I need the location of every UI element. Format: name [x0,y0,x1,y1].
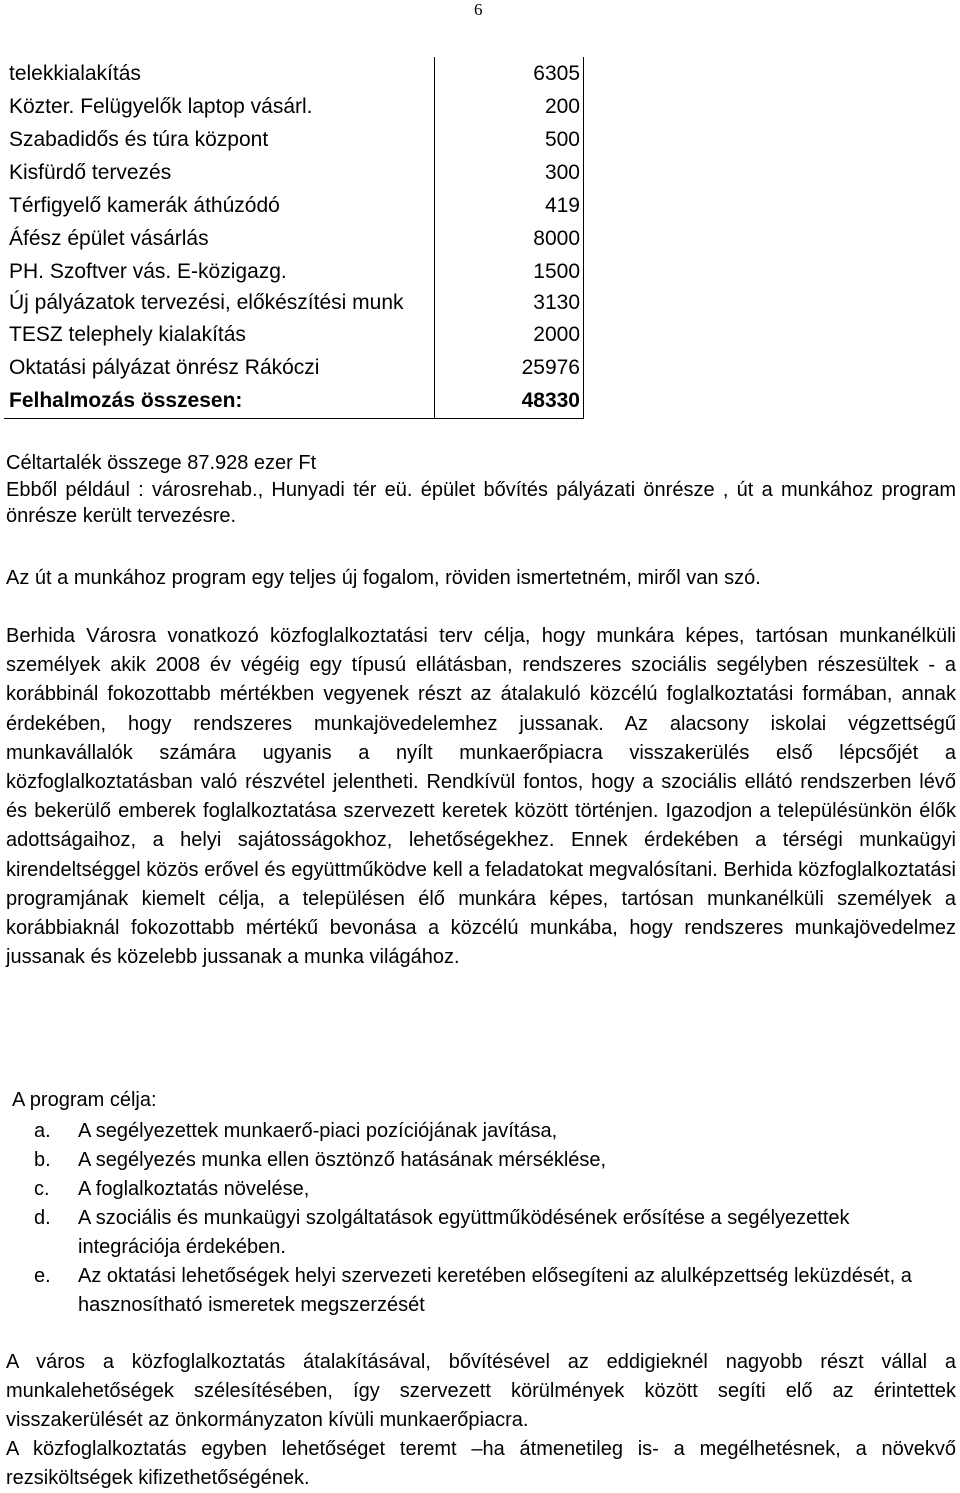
budget-item-amount: 25976 [435,351,584,384]
table-row [4,57,584,90]
budget-total-label: Felhalmozás összesen: [4,384,435,419]
table-row [4,156,584,189]
table-row [4,189,584,222]
budget-item-label: TESZ telephely kialakítás [4,318,435,351]
goal-item [34,1204,914,1262]
goal-marker: b. [34,1149,51,1171]
goal-marker: d. [34,1207,51,1229]
goals-heading: A program célja: [12,1089,157,1111]
budget-item-label: Áfész épület vásárlás [4,222,435,255]
budget-item-amount: 200 [435,90,584,123]
table-row [4,90,584,123]
goal-text: A segélyezés munka ellen ösztönző hatásának mérséklése, [78,1149,607,1171]
budget-total-amount: 48330 [435,384,584,419]
budget-item-amount: 6305 [435,57,584,90]
budget-item-label: Térfigyelő kamerák áthúzódó [4,189,435,222]
main-paragraph: Berhida Városra vonatkozó közfoglalkoztatási terv célja, hogy munkára képes, tartósan munkanélküli személyek akik 2008 év végéig egy típusú ellátásban, rendszeres szociális segélyben részesültek - a korábbinál fokozottabb mértékben vegyenek részt az átalakuló közcélú foglalkoztatási formában, annak érdekében, hogy rendszeres munkajövedelemhez jussanak. Az alacsony iskolai végzettségű munkavállalók számára ugyanis a nyílt munkaerőpiacra visszakerülés első lépcsőjét a közfoglalkoztatásban való részvétel jelentheti. Rendkívül fontos, hogy a szociális ellátó rendszerben lévő és bekerülő emberek foglalkoztatása szervezett keretek között történjen. Igazodjon a településünkön élők adottságaihoz, a helyi sajátosságokhoz, lehetőségekhez. Ennek érdekében a térségi munkaügyi kirendeltséggel közös erővel és együttműködve kell a feladatokat megvalósítani. Berhida közfoglalkoztatási programjának kiemelt célja, a településen élő munkára képes, tartósan munkanélküli személyek a korábbiaknál fokozottabb mértékű bevonása a közcélú munkába, hogy rendszeres munkajövedelmez jussanak és közelebb jussanak a munka világához. [6,625,956,969]
goal-text: Az oktatási lehetőségek helyi szervezeti keretében elősegíteni az alulképzettség leküzdését, a hasznosítható ismeretek megszerzését [78,1265,912,1316]
reserve-text: Céltartalék összege 87.928 ezer Ft [6,452,317,474]
goal-text: A foglalkoztatás növelése, [78,1178,310,1200]
table-row [4,255,584,288]
budget-table [4,57,584,419]
budget-item-label: PH. Szoftver vás. E-közigazg. [4,255,435,288]
table-row [4,351,584,384]
budget-total-row [4,384,584,419]
table-row [4,222,584,255]
budget-item-label: Szabadidős és túra központ [4,123,435,156]
closing-paragraph-1: A város a közfoglalkoztatás átalakításával, bővítésével az eddigieknél nagyobb részt vállal a munkalehetőségek szélesítésében, így szervezett körülmények között segíti elő az érintettek visszakerülését az önkormányzaton kívüli munkaerőpiacra. [6,1351,956,1431]
goal-item [34,1175,914,1204]
budget-item-label: Közter. Felügyelők laptop vásárl. [4,90,435,123]
budget-item-amount: 3130 [435,288,584,318]
budget-item-label: Kisfürdő tervezés [4,156,435,189]
example-text: Ebből például : városrehab., Hunyadi tér eü. épület bővítés pályázati önrésze , út a munkához program önrésze került tervezésre. [6,479,956,527]
goal-marker: a. [34,1120,51,1142]
goal-text: A szociális és munkaügyi szolgáltatások együttműködésének erősítése a segélyezettek integrációja érdekében. [78,1207,850,1258]
table-row [4,318,584,351]
goal-text: A segélyezettek munkaerő-piaci pozíciójának javítása, [78,1120,558,1142]
budget-item-amount: 2000 [435,318,584,351]
closing-paragraph-2: A közfoglalkoztatás egyben lehetőséget teremt –ha átmenetileg is- a megélhetésnek, a növekvő rezsiköltségek kifizethetőségének. [6,1438,956,1489]
goal-item [34,1146,914,1175]
budget-item-label: Oktatási pályázat önrész Rákóczi [4,351,435,384]
budget-item-amount: 8000 [435,222,584,255]
budget-table-body [4,57,584,419]
goals-list [34,1117,914,1320]
goal-marker: e. [34,1265,51,1287]
budget-item-label: Új pályázatok tervezési, előkészítési munk [4,288,435,318]
budget-item-amount: 1500 [435,255,584,288]
goal-marker: c. [34,1178,50,1200]
budget-item-amount: 419 [435,189,584,222]
page-number: 6 [474,0,483,19]
goal-item [34,1262,914,1320]
budget-item-amount: 500 [435,123,584,156]
intro-text: Az út a munkához program egy teljes új fogalom, röviden ismertetném, miről van szó. [6,567,761,589]
budget-item-label: telekkialakítás [4,57,435,90]
goal-item [34,1117,914,1146]
table-row [4,123,584,156]
table-row [4,288,584,318]
budget-item-amount: 300 [435,156,584,189]
